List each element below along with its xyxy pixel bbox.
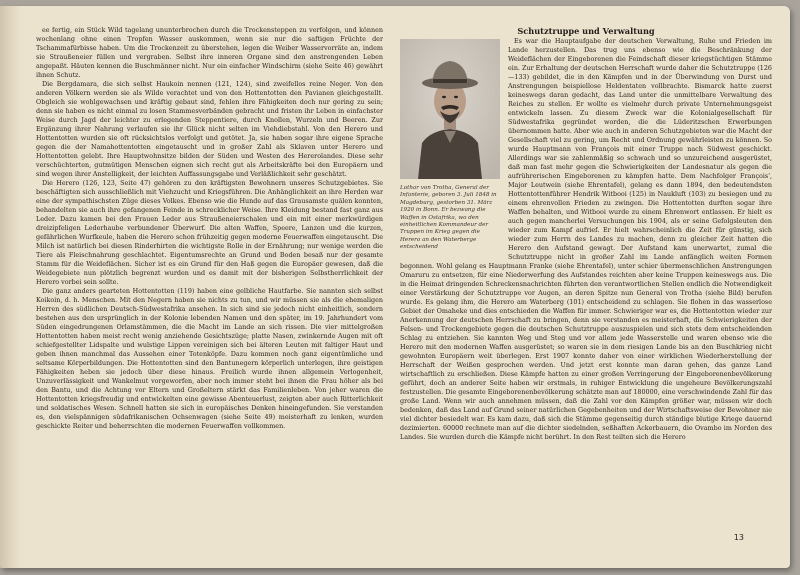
booklet-page bbox=[0, 6, 790, 568]
paragraph: Es war die Hauptaufgabe der deutschen Verwaltung, Ruhe und Frieden im Lande herzustellen. Das trug uns ebenso wie die Beschränkung der Weideflächen der Eingeborenen die Feindschaft dieser kriegstüchtigen Stämme ein. Zur Erhaltung der deutschen Herrschaft wurde daher die Schutztruppe (126—133) gebildet, die in den Kämpfen und in der Überwindung von Durst und Anstrengungen beispiellose Heldentaten vollbrachte. Bismarck hatte zuerst keineswegs daran gedacht, das Land unter die unmittelbare Verwaltung des Reiches zu stellen. Er wollte es vielmehr durch private Unternehmungsgeist entwickeln lassen. Zu diesem Zweck war die Kolonialgesellschaft für Südwestafrika gegründet worden, die die Lüderitzschen Erwerbungen übernommen hatte. Aber wie auch in anderen Schutzgebieten war die Macht der Gesellschaft viel zu gering, um Recht und Ordnung gewährleisten zu können. So wurde Hauptmann von François mit einer Truppe nach Südwest geschickt. Allerdings war sie zahlenmäßig so schwach und so unzureichend ausgerüstet, daß man fast mehr gegen die Schwierigkeiten der Landesnatur als gegen die aufrührerischen Eingeborenen zu kämpfen hatte. Dem Nachfolger François', Major Leutwein (siehe Ehrentafel), gelang es dann 1894, den bedeutendsten Hottentottenführer Hendrik Witbooi (125) in Naukluft (103) zu besiegen und zu einem ehrenvollen Frieden zu zwingen. Die Hottentotten durften sogar ihre Waffen behalten, und Witbooi wurde zu einem Ehrenwort entlassen. Er hielt es auch gegen mancherlei Versuchungen bis 1904, als er seine Gefolgsleuten den wieder zum Kampf aufrief. Er hielt wahrscheinlich die Zeit für günstig, sich wieder zum Herrn des Landes zu machen, denn zu gleicher Zeit hatten die Herero den Aufstand gewagt. Der Aufstand kam unerwartet, zumal die Schutztruppe nicht in großer Zahl im Lande anfänglich weiten Formen begonnen. Wohl gelang es Hauptmann Franke (siehe Ehrentafel), unter schier übermenschlichen Anstrengungen Omaruru zu entsetzen, für eine Niederwerfung des Aufstandes reichten aber keine Truppen keineswegs aus. Die in die Heimat dringenden Schreckensnachrichten führten den verantwortlichen Stellen endlich die Notwendigkeit einer Verstärkung der Schutztruppe vor Augen, an deren Spitze nun General von Trotha (siehe Bild) berufen wurde. Es gelang ihm, die Herero am Waterberg (101) entscheidend zu schlagen. Sie flohen in das wasserlose Gebiet der Omaheke und dies entschieden die Waffen für immer. Schwieriger war es, die Hottentotten wieder zur Anerkennung der deutschen Herrschaft zu bringen, denn sie verstanden es meisterhaft, die Schwierigkeiten der Felsen- und Trockengebiete gegen die deutschen Schutztruppe auszuspielen und sich stets dem entscheidenden Schlag zu entziehen. Sie kannten Weg und Steg und vor allem jede Wasserstelle und waren ebenso wie die Herero mit den modernen Waffen ausgerüstet; so waren sie in dem riesigen Lande bis an den Buschkrieg nicht gewohnten Europäern weit überlegen. Erst 1907 konnte daher von einer wirklichen Wiederherstellung der Herrschaft der Weißen gesprochen werden. Und jetzt erst konnte man daran gehen, das ganze Land wirtschaftlich zu erschließen. Diese Kämpfe hatten zu einer großen Verringerung der Eingeborenenbevölkerung geführt, doch an anderer Seite haben wir erstmals, in ruhiger Entwicklung die ungeheure Bevölkerungszahl festzustellen. Die gesamte Eingeborenenbevölkerung schätzte man auf 180000, eine verschwindende Zahl für das große Land. Wenn wir auch annehmen müssen, daß die Zahl vor den Kämpfen größer war, müssen wir doch bedenken, daß das Land auf Grund seiner natürlichen Gegebenheiten und der Wirtschaftsweise der Bewohner nie viel dichter besiedelt war. Es kam dazu, daß sich die Stämme gegenseitig durch ständige blutige Kriege dauernd dezimierten. 60000 rechnete man auf die dichter siedelnden, seßhaften Ackerbauern, die Ovambo im Norden des Landes. Sie wurden durch die Kämpfe nicht berührt. In den Rest teilten sich die Herero bbox=[400, 37, 772, 441]
paragraph: Die Herero (126, 123, Seite 47) gehören zu den kräftigsten Bewohnern unseres Schutzgebietes. Sie beschäftigten sich ausschließlich mit Viehzucht und Kriegsführen. Die Anhänglichkeit an ihre Herden war eine der sympathischsten Züge dieses Volkes. Ebenso wie die Hunde auf das Grausamste quälen konnten, behandelten sie auch ihre gefangenen Feinde in schrecklicher Weise. Ihre Kleidung bestand fast ganz aus Leder. Dazu kamen bei den Frauen Leder aus Straußeneierschalen und ein mit einer merkwürdigen dreizipfeligen Lederhaube verbundener Überwurf. Die alten Waffen, Speere, Lanzen und die kurzen, gefährlichen Wurfkeule, haben die Herero schon frühzeitig gegen moderne Feuerwaffen eingetauscht. Die Milch ist natürlich bei diesen Rinderhirten die wichtigste Rolle in der Ernährung; nur wenige werden die Tiere als Fleischnahrung geschlachtet. Eigentumsrechte an Grund und Boden besaß nur der gesamte Stamm für die Weideflächen. Sicher ist es ein Grund für den Haß gegen die Europäer gewesen, daß die Weidegebiete nun plötzlich begrenzt wurden und es damit mit der bisherigen Selbstherrlichkeit der Herero vorbei sein sollte. bbox=[36, 179, 383, 286]
page-number: 13 bbox=[733, 533, 744, 542]
figure bbox=[400, 39, 500, 252]
section-heading: Schutztruppe und Verwaltung bbox=[517, 26, 655, 36]
booklet-spine bbox=[0, 6, 22, 568]
portrait-illustration bbox=[400, 39, 500, 179]
paragraph: Die Bergdamara, die sich selbst Haukoin nennen (121, 124), sind zweifellos reine Neger. Von den anderen Völkern werden sie als Wilde verachtet und von den Hottentotten den Pavianen gleichgestellt. Obgleich sie wohlgewachsen und kräftig gebaut sind, fehlen ihre Fähigkeiten doch nur gering zu sein; denn sie haben es nicht einmal zu losen Stammesverbänden gebracht und fristen ihr Leben in einfachster Weise durch Jagd der leichter zu erlegenden Steppentiere, durch Knollen, Wurzeln und Beeren. Zur Ergänzung ihrer Nahrung verlaufen sie ihr Glück nicht selten im Viehdiebstahl. Von den Herero und Hottentotten wurden sie oft rücksichtslos verfolgt und getötet. Ja, sie haben sogar ihre eigene Sprache gegen die der Namahottentotten eingetauscht und in großer Zahl als Sklaven unter Herero und Hottentotten gelebt. Ihre Hauptwohnsitze bilden der Süden und Westen des Hererolandes. Diese sehr verschüchterten, gutmütigen Menschen eignen sich recht gut als Arbeitskräfte bei den Europäern und sind wegen ihrer Anstelligkeit, der leichten Auffassungsgabe und Verläßlichkeit sehr geschätzt. bbox=[36, 80, 383, 178]
portrait-photo bbox=[400, 39, 500, 179]
left-text-column bbox=[36, 26, 383, 556]
photo-caption: Lothar von Trotha, General der Infanterie, geboren 3. Juli 1848 in Magdeburg, gestorben 31. März 1920 in Bonn. Er bezwang die Waffen in Ostafrika, wo den einheitlichen Kommandeur der Truppen im Krieg gegen die Herero an den Waterberge entscheidend bbox=[400, 185, 497, 251]
paragraph: ee fertig, ein Stück Wild tagelang ununterbrochen durch die Trockensteppen zu verfolgen, und können wochenlang ohne einen Tropfen Wasser auskommen, wenn sie nur die saftigen Früchte der Tschammafürbisse haben. Um die Trockenzeit zu überstehen, legen die Weiber Wasservorräte an, indem sie Straußeneier füllen und vergraben. Selbst ihre inneren Organe sind den anstrengenden Leben angepaßt. Häuten kennen die Buschmänner nicht. Nur ein einfacher Windschirm (siehe Seite 46) gewährt ihnen Schutz. bbox=[36, 26, 383, 79]
paragraph: Die ganz anders gearteten Hottentotten (119) haben eine gelbliche Hautfarbe. Sie nannten sich selbst Koikoin, d. h. Menschen. Mit den Negern haben sie nichts zu tun, und wir müssen sie als die ehemaligen Herren des südlichen Deutsch-Südwestafrika ansehen. In sich sind sie jedoch nicht einheitlich, sondern bestehen aus den ursprünglich in der Kolonie lebenden Namen und den später, im 19. Jahrhundert vom Süden eingedrungenen Orlamstämmen, die die Macht im Lande an sich rissen. Die vier mittelgroßen Hottentotten haben meist recht wenig anziehende Gesichtszüge; platte Nasen, zwinkernde Augen mit oft schiefgestellter Lidspalte und wulstige Lippen vereinigen sich bei älteren Leuten mit faltiger Haut und geben ihnen manchmal das Aussehen einer Totenköpfe. Dazu kommen noch ganz eigentümliche und seltsame Körperbildungen. Die Hottentotten sind den Bantunegern körperlich unterlegen, ihre geistigen Fähigkeiten heben sie jedoch über diese hinaus. Freilich wurde ihnen allgemein Verlogenheit, Unzuverlässigkeit und Wankelmut vorgeworfen, aber noch immer steht bei ihnen die Frau höher als bei den Bantu, und die Achtung vor Eltern und Großeltern stärkt das Familienleben. Von jeher waren die Hottentotten kriegsfreudig und entwickelten eine gewisse Abenteuerlust, zeigten aber auch Ritterlichkeit und soldatisches Wesen. Schnell hatten sie sich in europäisches Denken hineingefunden. Sie verstanden es, den vielspännigen südafrikanischen Ochsenwagen (siehe Seite 49) meisterhaft zu lenken, wurden geschickte Reiter und beherrschten die modernen Feuerwaffen vollkommen. bbox=[36, 287, 383, 430]
right-text-column bbox=[400, 26, 772, 541]
